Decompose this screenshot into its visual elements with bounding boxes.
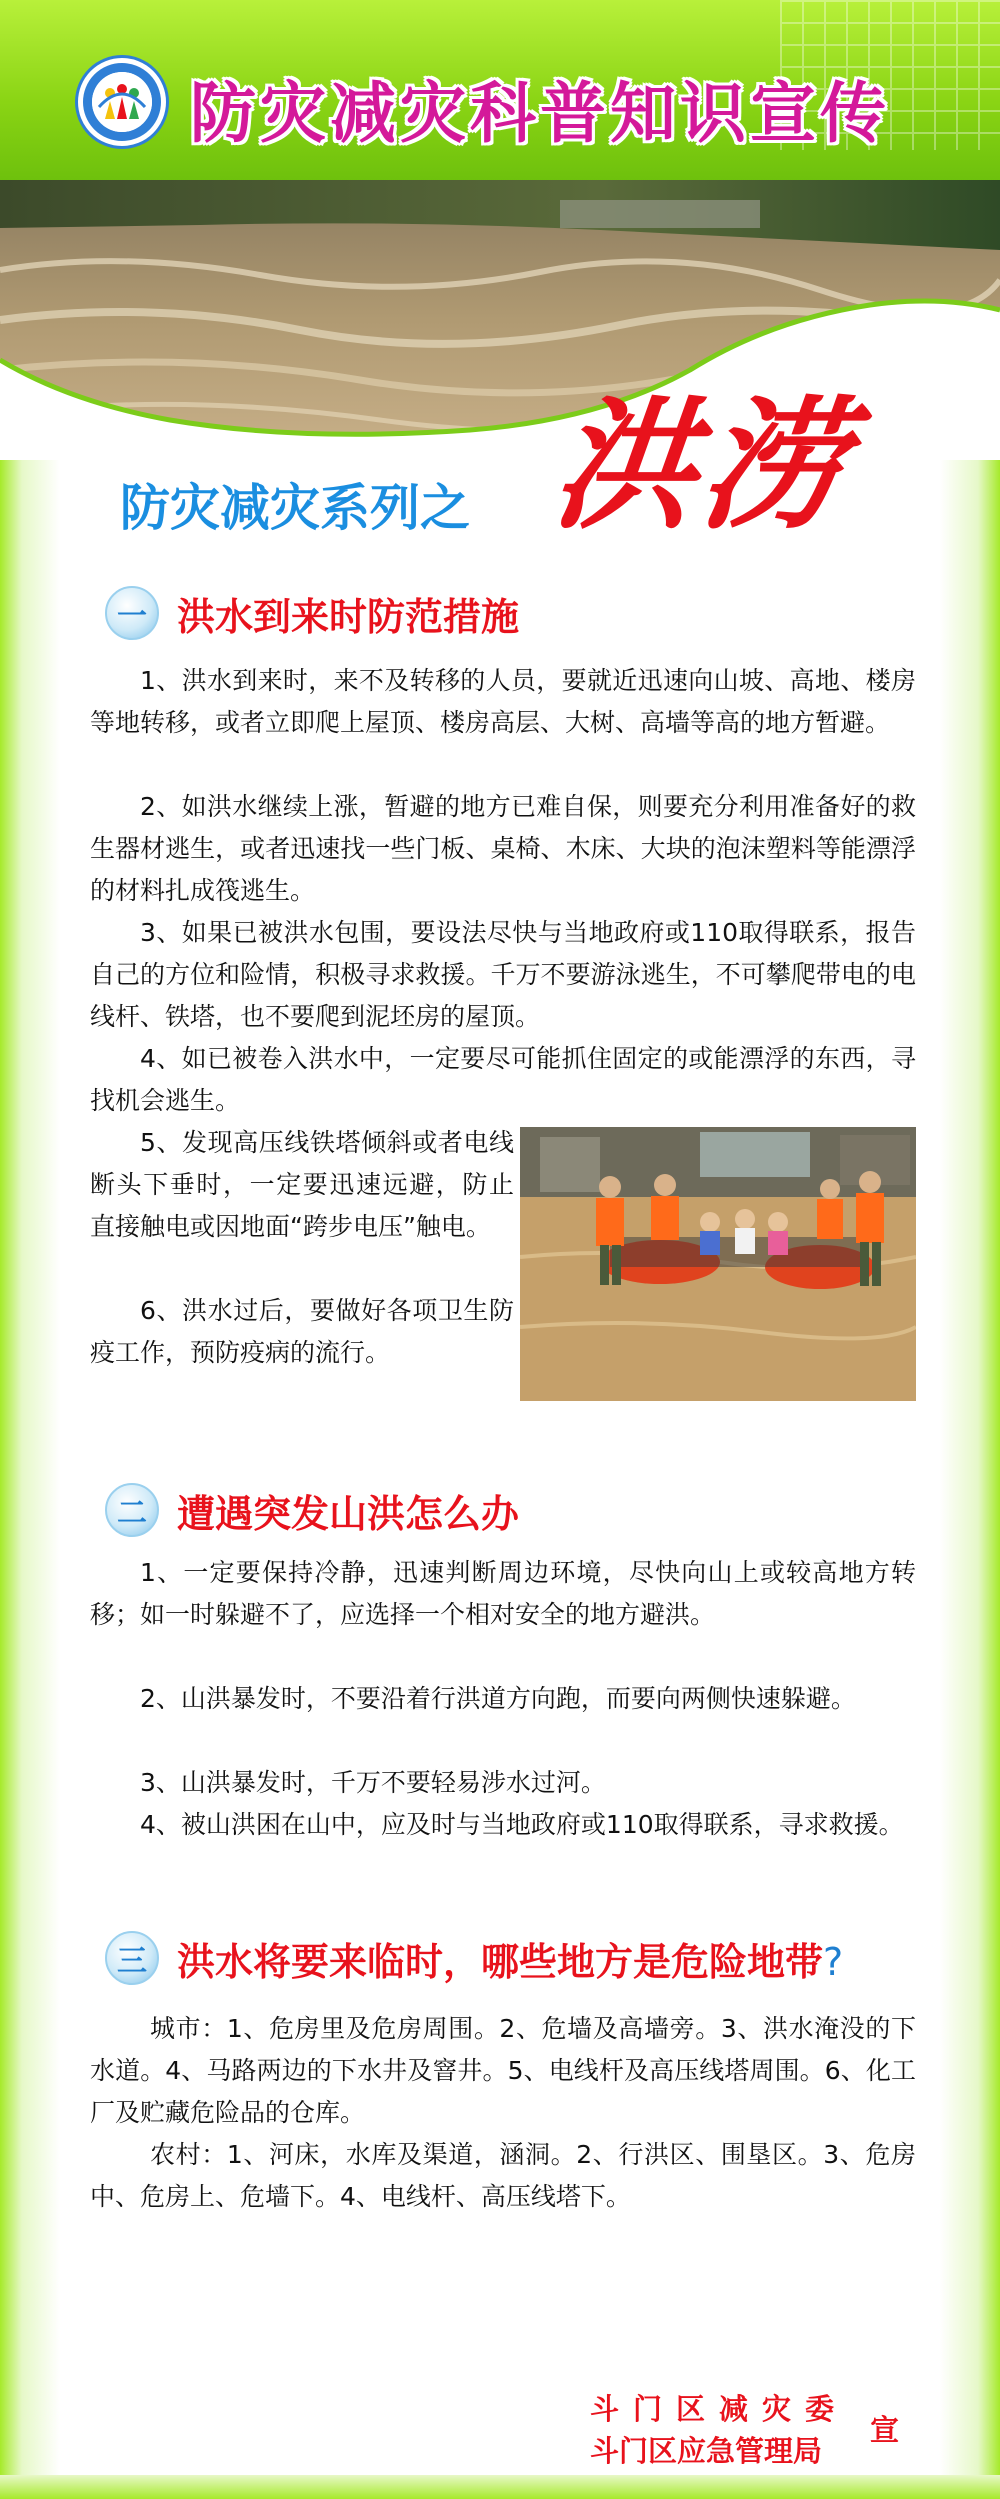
section-1-paragraph-2: 2、如洪水继续上涨，暂避的地方已难自保，则要充分利用准备好的救生器材逃生，或者迅速找一些门板、桌椅、木床、大块的泡沫塑料等能漂浮的材料扎成筏逃生。 <box>90 792 916 905</box>
section-1-title: 洪水到来时防范措施 <box>177 594 520 639</box>
footer-org-1: 斗门区减灾委 <box>590 2392 849 2426</box>
section-3-city-paragraph: 城市：1、危房里及危房周围。2、危墙及高墙旁。3、洪水淹没的下水道。4、马路两边的下水井及窨井。5、电线杆及高压线塔周围。6、化工厂及贮藏危险品的仓库。 <box>90 2014 916 2127</box>
series-label: 防灾减灾系列之 <box>120 479 470 537</box>
header-title: 防灾减灾科普知识宣传 <box>190 75 890 152</box>
section-1-paragraph-5: 5、发现高压线铁塔倾斜或者电线断头下垂时，一定要迅速远避，防止直接触电或因地面“跨步电压”触电。 <box>90 1128 514 1241</box>
disaster-prevention-logo-icon <box>78 58 166 146</box>
flood-big-title: 洪涝 <box>545 384 859 549</box>
section-3-question-mark: ? <box>823 1939 844 1984</box>
section-2-number-badge: 二 <box>105 1483 159 1537</box>
rescue-boat-photo <box>520 1127 916 1401</box>
section-3-heading <box>105 1930 843 1986</box>
section-1-paragraph-3: 3、如果已被洪水包围，要设法尽快与当地政府或110取得联系，报告自己的方位和险情，积极寻求救援。千万不要游泳逃生，不可攀爬带电的电线杆、铁塔，也不要爬到泥坯房的屋顶。 <box>90 918 916 1031</box>
section-3-title-text: 洪水将要来临时，哪些地方是危险地带 <box>177 1939 824 1984</box>
section-3-title <box>177 1931 843 1986</box>
section-1-paragraph-1: 1、洪水到来时，来不及转移的人员，要就近迅速向山坡、高地、楼房等地转移，或者立即爬上屋顶、楼房高层、大树、高墙等高的地方暂避。 <box>90 666 916 737</box>
section-2-paragraph-4: 4、被山洪困在山中，应及时与当地政府或110取得联系，寻求救援。 <box>140 1810 904 1839</box>
section-2-paragraph-1: 1、一定要保持冷静，迅速判断周边环境，尽快向山上或较高地方转移；如一时躲避不了，应选择一个相对安全的地方避洪。 <box>90 1558 916 1629</box>
section-1-paragraph-4: 4、如已被卷入洪水中，一定要尽可能抓住固定的或能漂浮的东西，寻找机会逃生。 <box>90 1044 916 1115</box>
section-3-rural-paragraph: 农村：1、河床，水库及渠道，涵洞。2、行洪区、围垦区。3、危房中、危房上、危墙下。4、电线杆、高压线塔下。 <box>90 2140 916 2211</box>
footer-xuan: 宣 <box>870 2413 900 2447</box>
header-band <box>0 0 1000 186</box>
section-2-paragraph-3: 3、山洪暴发时，千万不要轻易涉水过河。 <box>140 1768 606 1797</box>
section-1-heading <box>105 585 519 641</box>
footer-org-2: 斗门区应急管理局 <box>590 2434 823 2468</box>
section-3-number-badge: 三 <box>105 1931 159 1985</box>
section-1-paragraph-6: 6、洪水过后，要做好各项卫生防疫工作，预防疫病的流行。 <box>90 1296 514 1367</box>
section-1-number-badge: 一 <box>105 586 159 640</box>
section-2-heading <box>105 1482 519 1538</box>
section-2-paragraph-2: 2、山洪暴发时，不要沿着行洪道方向跑，而要向两侧快速躲避。 <box>140 1684 856 1713</box>
section-2-title: 遭遇突发山洪怎么办 <box>177 1491 520 1536</box>
footer-organizations <box>590 2388 848 2472</box>
bottom-green-band <box>0 2475 1000 2499</box>
